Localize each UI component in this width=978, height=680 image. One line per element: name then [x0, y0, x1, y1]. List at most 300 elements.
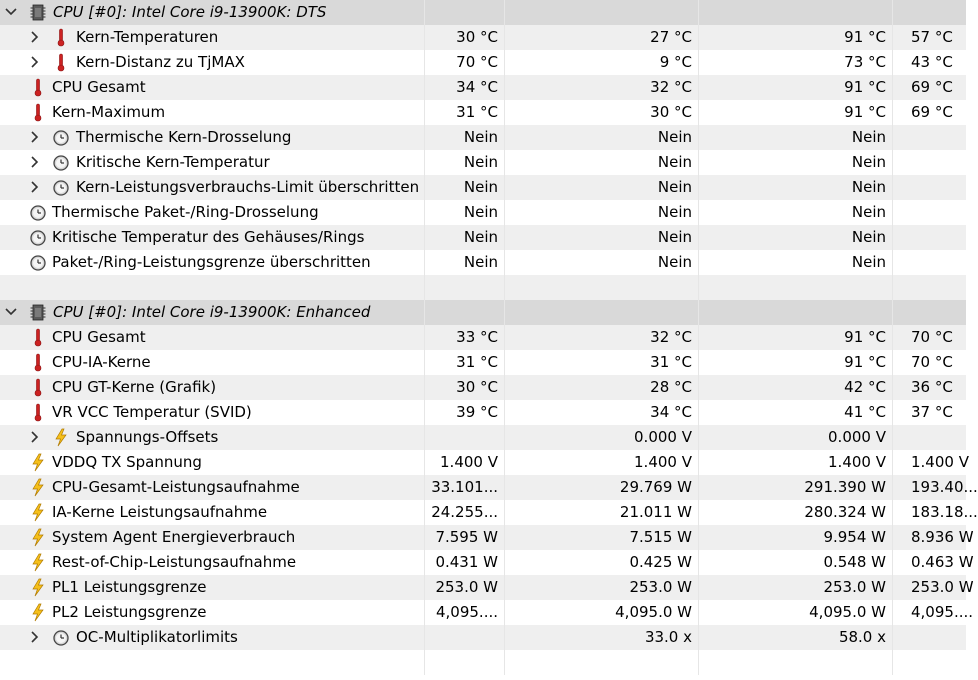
maximum-value: Nein [851, 153, 886, 171]
sensor-name [0, 425, 424, 450]
minimum-value: Nein [657, 153, 692, 171]
current-value-cell [425, 575, 505, 600]
sensor-row[interactable] [0, 100, 966, 125]
lightning-icon [30, 478, 46, 497]
group-name-cell [0, 300, 425, 325]
minimum-value: 0.000 V [634, 428, 692, 446]
thermometer-icon [30, 378, 46, 397]
average-value-cell [893, 450, 969, 475]
current-value: 31 °C [456, 353, 498, 371]
thermometer-icon [53, 28, 69, 47]
sensor-label: CPU Gesamt [52, 78, 146, 96]
sensor-name-cell [0, 325, 425, 350]
sensor-row[interactable] [0, 175, 966, 200]
sensor-row[interactable] [0, 500, 978, 525]
average-value: 253.0 W [911, 578, 974, 596]
sensor-label: CPU Gesamt [52, 328, 146, 346]
minimum-value: 32 °C [650, 328, 692, 346]
sensor-label: CPU-IA-Kerne [52, 353, 151, 371]
group-name-cell [0, 0, 425, 25]
empty-cell [699, 300, 893, 325]
average-value-cell [893, 425, 966, 450]
average-value: 69 °C [911, 103, 953, 121]
sensor-name-cell [0, 25, 425, 50]
chevron-down-icon[interactable] [4, 5, 18, 19]
minimum-value: 9 °C [659, 53, 692, 71]
current-value-cell [425, 125, 505, 150]
minimum-value-cell [505, 350, 699, 375]
empty-cell [0, 275, 425, 300]
average-value-cell [893, 100, 966, 125]
current-value-cell [425, 25, 505, 50]
current-value: 4,095.... [435, 603, 498, 621]
sensor-row[interactable] [0, 375, 966, 400]
maximum-value-cell [699, 525, 893, 550]
average-value-cell [893, 500, 978, 525]
lightning-icon [53, 428, 69, 447]
average-value-cell [893, 75, 966, 100]
current-value-cell [425, 225, 505, 250]
current-value: 253.0 W [435, 578, 498, 596]
average-value: 37 °C [911, 403, 953, 421]
sensor-label: Rest-of-Chip-Leistungsaufnahme [52, 553, 297, 571]
minimum-value: Nein [657, 228, 692, 246]
maximum-value-cell [699, 575, 893, 600]
thermometer-icon [53, 53, 69, 72]
maximum-value: 91 °C [844, 103, 886, 121]
maximum-value: 91 °C [844, 78, 886, 96]
maximum-value-cell [699, 125, 893, 150]
maximum-value: 0.548 W [823, 553, 886, 571]
group-name [0, 0, 424, 25]
minimum-value-cell [505, 475, 699, 500]
average-value-cell [893, 350, 966, 375]
sensor-row[interactable] [0, 350, 966, 375]
current-value: 0.431 W [435, 553, 498, 571]
average-value: 57 °C [911, 28, 953, 46]
maximum-value-cell [699, 350, 893, 375]
cpu-chip-icon [30, 303, 46, 322]
maximum-value-cell [699, 450, 893, 475]
empty-cell [505, 275, 699, 300]
minimum-value: 27 °C [650, 28, 692, 46]
current-value-cell [425, 425, 505, 450]
current-value-cell [425, 200, 505, 225]
sensor-row[interactable] [0, 525, 974, 550]
maximum-value-cell [699, 200, 893, 225]
maximum-value-cell [699, 550, 893, 575]
sensor-name [0, 50, 424, 75]
empty-cell [699, 650, 893, 675]
maximum-value-cell [699, 75, 893, 100]
sensor-name [0, 375, 424, 400]
average-value-cell [893, 50, 966, 75]
group-title: CPU [#0]: Intel Core i9-13900K: DTS [53, 3, 327, 21]
sensor-name-cell [0, 250, 425, 275]
minimum-value: Nein [657, 203, 692, 221]
minimum-value: 34 °C [650, 403, 692, 421]
maximum-value: 58.0 x [838, 628, 886, 646]
sensor-name-cell [0, 75, 425, 100]
maximum-value: 91 °C [844, 28, 886, 46]
sensor-name-cell [0, 50, 425, 75]
average-value-cell [893, 225, 966, 250]
average-value: 70 °C [911, 353, 953, 371]
sensor-name [0, 25, 424, 50]
clock-icon [30, 228, 46, 247]
chevron-right-icon[interactable] [28, 55, 42, 69]
sensor-row[interactable] [0, 25, 966, 50]
maximum-value: 0.000 V [828, 428, 886, 446]
sensor-name-cell [0, 625, 425, 650]
average-value: 69 °C [911, 78, 953, 96]
average-value-cell [893, 600, 974, 625]
clock-icon [30, 203, 46, 222]
sensor-name [0, 600, 424, 625]
maximum-value: Nein [851, 228, 886, 246]
maximum-value-cell [699, 500, 893, 525]
chevron-right-icon[interactable] [28, 630, 42, 644]
lightning-icon [30, 553, 46, 572]
maximum-value: 9.954 W [823, 528, 886, 546]
average-value-cell [893, 525, 974, 550]
sensor-name [0, 450, 424, 475]
sensor-label: Thermische Kern-Drosselung [76, 128, 292, 146]
current-value-cell [425, 375, 505, 400]
average-value-cell [893, 200, 966, 225]
current-value: Nein [463, 203, 498, 221]
minimum-value-cell [505, 425, 699, 450]
empty-cell [425, 650, 505, 675]
group-header[interactable] [0, 0, 966, 25]
average-value-cell [893, 400, 966, 425]
average-value: 1.400 V [911, 453, 969, 471]
empty-cell [425, 275, 505, 300]
minimum-value-cell [505, 100, 699, 125]
average-value: 43 °C [911, 53, 953, 71]
minimum-value-cell [505, 500, 699, 525]
minimum-value-cell [505, 150, 699, 175]
average-value: 183.18... [911, 503, 978, 521]
current-value: Nein [463, 128, 498, 146]
empty-cell [0, 650, 425, 675]
average-value: 70 °C [911, 328, 953, 346]
sensor-name [0, 325, 424, 350]
minimum-value-cell [505, 50, 699, 75]
sensor-name [0, 200, 424, 225]
maximum-value-cell [699, 175, 893, 200]
thermometer-icon [30, 403, 46, 422]
current-value-cell [425, 400, 505, 425]
maximum-value-cell [699, 325, 893, 350]
minimum-value-cell [505, 175, 699, 200]
maximum-value-cell [699, 425, 893, 450]
sensor-name-cell [0, 450, 425, 475]
maximum-value: 42 °C [844, 378, 886, 396]
minimum-value-cell [505, 225, 699, 250]
empty-cell [425, 300, 505, 325]
lightning-icon [30, 528, 46, 547]
sensor-row[interactable] [0, 550, 974, 575]
sensor-name-cell [0, 100, 425, 125]
current-value-cell [425, 350, 505, 375]
sensor-name [0, 225, 424, 250]
sensor-row[interactable] [0, 425, 966, 450]
minimum-value-cell [505, 325, 699, 350]
maximum-value: 280.324 W [804, 503, 886, 521]
cpu-chip-icon [30, 3, 46, 22]
sensor-label: Kritische Kern-Temperatur [76, 153, 270, 171]
sensor-row[interactable] [0, 625, 966, 650]
minimum-value-cell [505, 375, 699, 400]
maximum-value-cell [699, 475, 893, 500]
sensor-row[interactable] [0, 75, 966, 100]
sensor-name [0, 75, 424, 100]
thermometer-icon [30, 353, 46, 372]
minimum-value: Nein [657, 178, 692, 196]
current-value: 31 °C [456, 103, 498, 121]
lightning-icon [30, 603, 46, 622]
sensor-row[interactable] [0, 125, 966, 150]
sensor-label: Kern-Maximum [52, 103, 166, 121]
sensor-name-cell [0, 475, 425, 500]
minimum-value: 253.0 W [629, 578, 692, 596]
empty-cell [505, 650, 699, 675]
maximum-value-cell [699, 50, 893, 75]
clock-icon [30, 253, 46, 272]
current-value: 1.400 V [440, 453, 498, 471]
sensor-row[interactable] [0, 225, 966, 250]
minimum-value-cell [505, 250, 699, 275]
sensor-name [0, 400, 424, 425]
sensor-row[interactable] [0, 600, 974, 625]
sensor-name [0, 175, 424, 200]
sensor-label: Kern-Temperaturen [76, 28, 219, 46]
current-value: 70 °C [456, 53, 498, 71]
average-value-cell [893, 125, 966, 150]
current-value: Nein [463, 228, 498, 246]
current-value-cell [425, 325, 505, 350]
current-value-cell [425, 150, 505, 175]
chevron-down-icon[interactable] [4, 305, 18, 319]
minimum-value-cell [505, 525, 699, 550]
current-value-cell [425, 550, 505, 575]
sensor-name [0, 250, 424, 275]
empty-cell [505, 300, 699, 325]
minimum-value: 4,095.0 W [615, 603, 692, 621]
minimum-value-cell [505, 625, 699, 650]
current-value: Nein [463, 178, 498, 196]
empty-cell [699, 0, 893, 25]
minimum-value: 31 °C [650, 353, 692, 371]
group-title: CPU [#0]: Intel Core i9-13900K: Enhanced [53, 303, 371, 321]
empty-cell [893, 275, 966, 300]
sensor-label: Paket-/Ring-Leistungsgrenze überschritten [52, 253, 371, 271]
sensor-name-cell [0, 600, 425, 625]
current-value: Nein [463, 153, 498, 171]
sensor-label: CPU-Gesamt-Leistungsaufnahme [52, 478, 300, 496]
average-value-cell [893, 550, 974, 575]
maximum-value: 1.400 V [828, 453, 886, 471]
sensor-name [0, 150, 424, 175]
sensor-label: Kritische Temperatur des Gehäuses/Rings [52, 228, 365, 246]
minimum-value-cell [505, 400, 699, 425]
sensor-name [0, 100, 424, 125]
average-value-cell [893, 625, 966, 650]
maximum-value-cell [699, 250, 893, 275]
minimum-value-cell [505, 25, 699, 50]
sensor-name [0, 575, 424, 600]
current-value-cell [425, 100, 505, 125]
sensor-label: Kern-Distanz zu TjMAX [76, 53, 245, 71]
lightning-icon [30, 503, 46, 522]
sensor-label: IA-Kerne Leistungsaufnahme [52, 503, 268, 521]
sensor-name-cell [0, 125, 425, 150]
sensor-name-cell [0, 150, 425, 175]
sensor-row[interactable] [0, 200, 966, 225]
maximum-value: 91 °C [844, 328, 886, 346]
current-value: Nein [463, 253, 498, 271]
chevron-right-icon[interactable] [28, 130, 42, 144]
current-value-cell [425, 625, 505, 650]
sensor-name [0, 500, 424, 525]
sensor-name-cell [0, 400, 425, 425]
chevron-right-icon[interactable] [28, 180, 42, 194]
sensor-name [0, 625, 424, 650]
sensor-name-cell [0, 350, 425, 375]
minimum-value: 29.769 W [619, 478, 692, 496]
maximum-value-cell [699, 600, 893, 625]
sensor-name-cell [0, 225, 425, 250]
sensor-label: CPU GT-Kerne (Grafik) [52, 378, 217, 396]
sensor-label: Thermische Paket-/Ring-Drosselung [52, 203, 319, 221]
maximum-value-cell [699, 25, 893, 50]
sensor-name [0, 475, 424, 500]
lightning-icon [30, 453, 46, 472]
current-value: 7.595 W [435, 528, 498, 546]
group-name [0, 300, 424, 325]
average-value: 8.936 W [911, 528, 974, 546]
maximum-value: Nein [851, 253, 886, 271]
maximum-value: Nein [851, 178, 886, 196]
empty-cell [505, 0, 699, 25]
average-value-cell [893, 150, 966, 175]
current-value: 30 °C [456, 28, 498, 46]
current-value-cell [425, 50, 505, 75]
minimum-value: 21.011 W [619, 503, 692, 521]
minimum-value: 32 °C [650, 78, 692, 96]
empty-cell [699, 275, 893, 300]
sensor-name-cell [0, 500, 425, 525]
sensor-name [0, 550, 424, 575]
average-value-cell [893, 250, 966, 275]
sensor-name [0, 525, 424, 550]
chevron-right-icon[interactable] [28, 430, 42, 444]
thermometer-icon [30, 78, 46, 97]
maximum-value-cell [699, 375, 893, 400]
maximum-value: 253.0 W [823, 578, 886, 596]
minimum-value: 1.400 V [634, 453, 692, 471]
maximum-value: 41 °C [844, 403, 886, 421]
group-header[interactable] [0, 300, 966, 325]
clock-icon [53, 628, 69, 647]
current-value-cell [425, 475, 505, 500]
clock-icon [53, 153, 69, 172]
current-value: 33.101... [431, 478, 498, 496]
minimum-value: Nein [657, 253, 692, 271]
current-value: 39 °C [456, 403, 498, 421]
minimum-value-cell [505, 75, 699, 100]
average-value-cell [893, 25, 966, 50]
average-value: 36 °C [911, 378, 953, 396]
thermometer-icon [30, 328, 46, 347]
average-value: 193.40... [911, 478, 978, 496]
current-value-cell [425, 450, 505, 475]
average-value-cell [893, 325, 966, 350]
chevron-right-icon[interactable] [28, 30, 42, 44]
sensor-label: Spannungs-Offsets [76, 428, 219, 446]
empty-cell [425, 0, 505, 25]
sensor-row[interactable] [0, 475, 978, 500]
maximum-value-cell [699, 100, 893, 125]
sensor-row[interactable] [0, 450, 969, 475]
spacer-row [0, 275, 966, 300]
sensor-row[interactable] [0, 325, 966, 350]
maximum-value: Nein [851, 128, 886, 146]
sensor-row[interactable] [0, 400, 966, 425]
current-value-cell [425, 175, 505, 200]
minimum-value-cell [505, 600, 699, 625]
minimum-value: 7.515 W [629, 528, 692, 546]
sensor-row[interactable] [0, 150, 966, 175]
empty-cell [893, 0, 966, 25]
sensor-row[interactable] [0, 575, 974, 600]
average-value-cell [893, 375, 966, 400]
sensor-row[interactable] [0, 250, 966, 275]
current-value-cell [425, 525, 505, 550]
sensor-label: VR VCC Temperatur (SVID) [52, 403, 252, 421]
sensor-name [0, 350, 424, 375]
chevron-right-icon[interactable] [28, 155, 42, 169]
average-value-cell [893, 575, 974, 600]
minimum-value: 0.425 W [629, 553, 692, 571]
minimum-value-cell [505, 450, 699, 475]
maximum-value-cell [699, 225, 893, 250]
minimum-value: 33.0 x [644, 628, 692, 646]
average-value: 4,095.... [911, 603, 974, 621]
current-value-cell [425, 250, 505, 275]
sensor-label: VDDQ TX Spannung [52, 453, 202, 471]
maximum-value: Nein [851, 203, 886, 221]
maximum-value: 291.390 W [804, 478, 886, 496]
thermometer-icon [30, 103, 46, 122]
sensor-label: OC-Multiplikatorlimits [76, 628, 238, 646]
sensor-label: PL1 Leistungsgrenze [52, 578, 207, 596]
sensor-name-cell [0, 200, 425, 225]
maximum-value-cell [699, 625, 893, 650]
minimum-value: Nein [657, 128, 692, 146]
clock-icon [53, 178, 69, 197]
minimum-value-cell [505, 200, 699, 225]
maximum-value: 91 °C [844, 353, 886, 371]
current-value-cell [425, 75, 505, 100]
sensor-row[interactable] [0, 50, 966, 75]
current-value: 33 °C [456, 328, 498, 346]
sensor-name-cell [0, 375, 425, 400]
empty-cell [893, 300, 966, 325]
lightning-icon [30, 578, 46, 597]
sensor-name-cell [0, 550, 425, 575]
